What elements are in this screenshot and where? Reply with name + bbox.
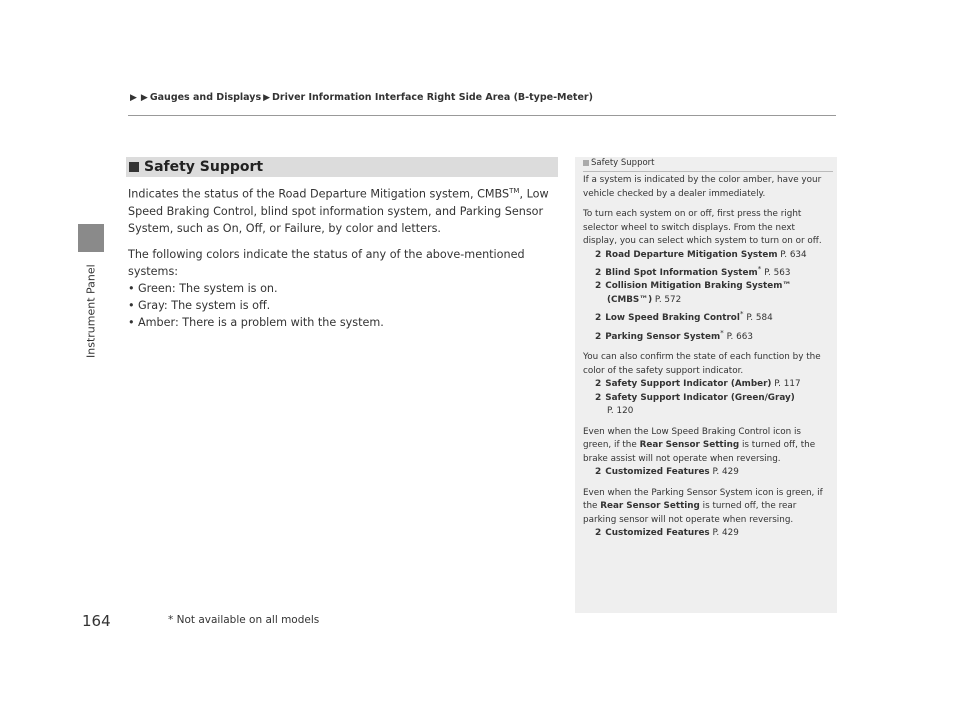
breadcrumb-current: Driver Information Interface Right Side Area (B-type-Meter) bbox=[272, 92, 593, 103]
reference-link[interactable]: 2 Safety Support Indicator (Green/Gray) P. 120 bbox=[595, 392, 795, 417]
reference-link[interactable]: 2 Customized Features P. 429 bbox=[583, 527, 831, 541]
sidebar-body bbox=[583, 174, 831, 548]
status-color-list bbox=[128, 280, 560, 331]
reference-arrow-icon: 2 bbox=[595, 331, 602, 342]
sidebar-paragraph: Even when the Parking Sensor System icon is green, if the Rear Sensor Setting is turned off, the rear parking sensor will not operate when reversing. 2 Customized Features P. 429 bbox=[583, 487, 831, 541]
list-item: • Green: The system is on. bbox=[128, 280, 560, 297]
chapter-tab-label: Instrument Panel bbox=[84, 264, 98, 358]
chapter-tab[interactable] bbox=[78, 224, 104, 252]
sidebar-paragraph: To turn each system on or off, first press the right selector wheel to switch displays. From the next display, you can select which system to turn on or off. 2 Road Departure Mitigation System P. 634 2 Blind Spot Information System* P. 563 2 Collision Mitigation Braking System™ (CMBS™) P. 572 2 Low Speed Braking Control* P. 584 2 Parking Sensor System* P. 663 bbox=[583, 208, 831, 344]
header-divider bbox=[128, 115, 836, 116]
page-number: 164 bbox=[82, 612, 111, 630]
sidebar-paragraph: Even when the Low Speed Braking Control icon is green, if the Rear Sensor Setting is turned off, the brake assist will not operate when reversing. 2 Customized Features P. 429 bbox=[583, 426, 831, 480]
reference-arrow-icon: 2 bbox=[595, 392, 602, 403]
reference-link[interactable]: 2 Blind Spot Information System* P. 563 bbox=[583, 262, 831, 280]
reference-arrow-icon: 2 bbox=[595, 267, 602, 278]
reference-link[interactable]: 2 Low Speed Braking Control* P. 584 bbox=[583, 307, 831, 325]
sidebar-divider bbox=[583, 171, 833, 172]
reference-link[interactable]: 2 Safety Support Indicator (Amber) P. 117 bbox=[583, 378, 831, 392]
reference-link[interactable]: 2 Collision Mitigation Braking System™ (CMBS™) P. 572 bbox=[595, 281, 792, 305]
section-title: Safety Support bbox=[144, 159, 264, 175]
reference-link[interactable]: 2 Customized Features P. 429 bbox=[583, 466, 831, 480]
sidebar-paragraph: You can also confirm the state of each function by the color of the safety support indicator. 2 Safety Support Indicator (Amber) P. 117 2 Safety Support Indicator (Green/Gray) P. 120 bbox=[583, 351, 831, 419]
breadcrumb-arrow-icon: ▶ bbox=[263, 92, 271, 103]
breadcrumb-arrow-icon: ▶ bbox=[140, 92, 148, 103]
breadcrumb-arrow-icon: ▶ bbox=[130, 92, 137, 103]
section-header bbox=[126, 157, 558, 177]
reference-arrow-icon: 2 bbox=[595, 528, 602, 539]
reference-arrow-icon: 2 bbox=[595, 467, 602, 478]
breadcrumb-link-gauges[interactable]: Gauges and Displays bbox=[149, 92, 262, 103]
list-item: • Gray: The system is off. bbox=[128, 297, 560, 314]
sidebar-paragraph: If a system is indicated by the color amber, have your vehicle checked by a dealer immediately. bbox=[583, 175, 822, 199]
reference-arrow-icon: 2 bbox=[595, 379, 602, 390]
breadcrumb bbox=[128, 92, 593, 103]
section-body bbox=[128, 183, 560, 331]
reference-arrow-icon: 2 bbox=[595, 313, 602, 324]
footnote: * Not available on all models bbox=[168, 614, 320, 626]
reference-link[interactable]: 2 Road Departure Mitigation System P. 634 bbox=[583, 249, 831, 263]
square-bullet-icon bbox=[129, 162, 139, 172]
intro-paragraph: Indicates the status of the Road Departure Mitigation system, CMBS™, Low Speed Braking Control, blind spot information system, and Parking Sensor System, such as On, Off, or Failure, by color and letters. bbox=[128, 187, 549, 235]
reference-arrow-icon: 2 bbox=[595, 249, 602, 260]
reference-arrow-icon: 2 bbox=[595, 281, 602, 292]
reference-link[interactable]: 2 Parking Sensor System* P. 663 bbox=[583, 326, 831, 344]
colors-intro: The following colors indicate the status of any of the above-mentioned systems: bbox=[128, 247, 525, 278]
note-icon bbox=[583, 160, 589, 166]
list-item: • Amber: There is a problem with the system. bbox=[128, 314, 560, 331]
sidebar-heading: Safety Support bbox=[583, 158, 655, 168]
